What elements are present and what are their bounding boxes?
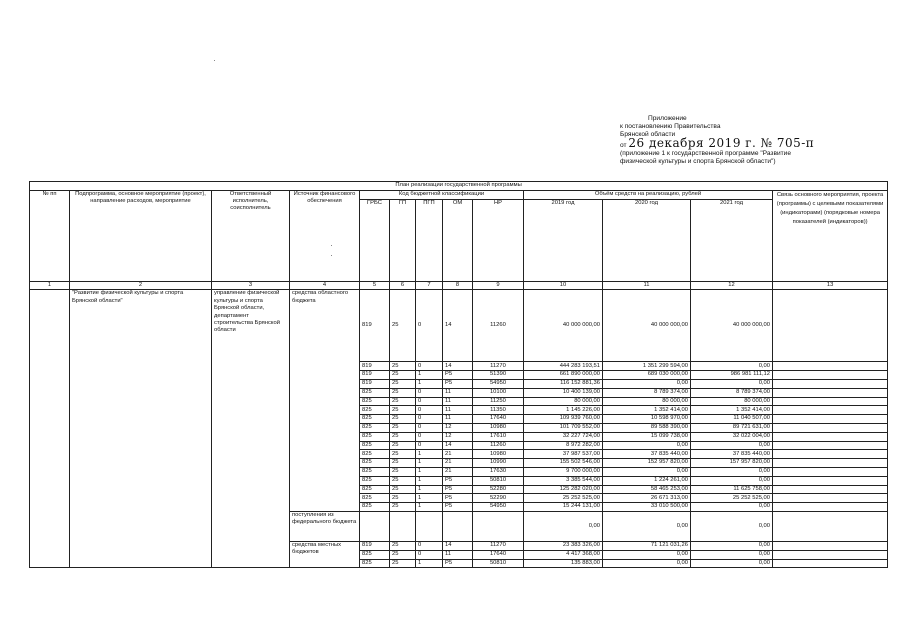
code-cell: P5 <box>443 503 473 512</box>
header-2021: 2021 год <box>691 199 773 281</box>
code-cell: 825 <box>360 494 390 503</box>
column-number: 9 <box>473 281 524 290</box>
link-cell <box>773 476 888 485</box>
code-cell: 825 <box>360 441 390 450</box>
code-cell: 11270 <box>473 541 524 550</box>
amount-cell: 10 400 139,00 <box>524 388 603 397</box>
code-cell: 54950 <box>473 379 524 388</box>
amount-cell: 89 721 631,00 <box>691 423 773 432</box>
amount-cell: 0,00 <box>691 559 773 568</box>
code-cell: 0 <box>416 550 443 559</box>
amount-cell: 0,00 <box>524 511 603 541</box>
code-cell <box>390 511 416 541</box>
link-cell <box>773 459 888 468</box>
amount-cell: 0,00 <box>691 541 773 550</box>
column-number: 7 <box>416 281 443 290</box>
code-cell: 12 <box>443 432 473 441</box>
column-number: 11 <box>603 281 691 290</box>
amount-cell: 152 957 820,00 <box>603 459 691 468</box>
code-cell: P5 <box>443 379 473 388</box>
code-cell <box>416 511 443 541</box>
appendix-title: Приложение <box>648 115 687 122</box>
link-cell <box>773 290 888 362</box>
code-cell: 25 <box>390 494 416 503</box>
amount-cell: 11 040 507,00 <box>691 415 773 424</box>
program-plan-table <box>29 181 888 568</box>
code-cell: 17640 <box>473 415 524 424</box>
amount-cell: 8 789 374,00 <box>691 388 773 397</box>
amount-cell: 1 224 261,00 <box>603 476 691 485</box>
code-cell: 819 <box>360 541 390 550</box>
amount-cell: 25 252 525,00 <box>524 494 603 503</box>
code-cell: 54950 <box>473 503 524 512</box>
code-cell: 25 <box>390 415 416 424</box>
code-cell: P5 <box>443 371 473 380</box>
code-cell: 25 <box>390 388 416 397</box>
amount-cell: 37 987 537,00 <box>524 450 603 459</box>
header-pgp: ПГП <box>416 199 443 281</box>
amount-cell: 0,00 <box>603 379 691 388</box>
code-cell: 0 <box>416 388 443 397</box>
code-cell: P5 <box>443 559 473 568</box>
amount-cell: 0,00 <box>691 511 773 541</box>
column-number: 4 <box>290 281 360 290</box>
header-volume: Объём средств на реализацию, рублей <box>524 190 773 199</box>
amount-cell: 10 598 970,00 <box>603 415 691 424</box>
code-cell: 819 <box>360 290 390 362</box>
amount-cell: 125 282 020,00 <box>524 485 603 494</box>
code-cell: 25 <box>390 503 416 512</box>
code-cell: 11 <box>443 406 473 415</box>
amount-cell: 135 883,00 <box>524 559 603 568</box>
code-cell: 11250 <box>473 397 524 406</box>
link-cell <box>773 511 888 541</box>
link-cell <box>773 406 888 415</box>
column-number-row <box>30 281 888 290</box>
code-cell: 1 <box>416 503 443 512</box>
link-cell <box>773 550 888 559</box>
amount-cell: 40 000 000,00 <box>603 290 691 362</box>
executor-name: управление физической культуры и спорта Брянской области, департамент строительства Брянской области <box>212 290 290 568</box>
source-local: средства местных бюджетов <box>290 541 360 567</box>
column-number: 12 <box>691 281 773 290</box>
amount-cell: 9 700 000,00 <box>524 467 603 476</box>
link-cell <box>773 362 888 371</box>
code-cell: 52290 <box>473 494 524 503</box>
code-cell: 11 <box>443 550 473 559</box>
code-cell: 825 <box>360 432 390 441</box>
code-cell: 25 <box>390 467 416 476</box>
amount-cell: 58 465 253,00 <box>603 485 691 494</box>
amount-cell: 1 352 414,00 <box>603 406 691 415</box>
amount-cell: 0,00 <box>603 559 691 568</box>
header-2019: 2019 год <box>524 199 603 281</box>
code-cell: 825 <box>360 550 390 559</box>
code-cell: 1 <box>416 494 443 503</box>
code-cell: 14 <box>443 290 473 362</box>
amount-cell: 37 835 440,00 <box>603 450 691 459</box>
code-cell: 11350 <box>473 406 524 415</box>
code-cell: 825 <box>360 450 390 459</box>
amount-cell: 0,00 <box>691 467 773 476</box>
amount-cell: 40 000 000,00 <box>524 290 603 362</box>
amount-cell: 8 972 282,00 <box>524 441 603 450</box>
appendix-decree-line: к постановлению Правительства <box>620 123 721 130</box>
amount-cell: 8 789 374,00 <box>603 388 691 397</box>
amount-cell: 986 981 111,12 <box>691 371 773 380</box>
code-cell: 25 <box>390 432 416 441</box>
amount-cell: 25 252 525,00 <box>691 494 773 503</box>
code-cell: 0 <box>416 432 443 441</box>
code-cell: 1 <box>416 379 443 388</box>
header-2020: 2020 год <box>603 199 691 281</box>
amount-cell: 23 383 326,00 <box>524 541 603 550</box>
amount-cell: 0,00 <box>603 511 691 541</box>
amount-cell: 157 957 820,00 <box>691 459 773 468</box>
amount-cell: 0,00 <box>603 467 691 476</box>
code-cell: 0 <box>416 406 443 415</box>
row-number <box>30 290 70 568</box>
amount-cell: 0,00 <box>691 476 773 485</box>
header-row <box>30 190 888 199</box>
code-cell: 819 <box>360 371 390 380</box>
amount-cell: 71 121 031,26 <box>603 541 691 550</box>
code-cell <box>360 511 390 541</box>
column-number: 1 <box>30 281 70 290</box>
amount-cell: 0,00 <box>691 441 773 450</box>
header-grbs: ГРБС <box>360 199 390 281</box>
code-cell: 1 <box>416 450 443 459</box>
amount-cell: 116 152 881,36 <box>524 379 603 388</box>
code-cell: 14 <box>443 541 473 550</box>
source-regional: средства областного бюджета <box>290 290 360 512</box>
code-cell: 0 <box>416 415 443 424</box>
code-cell: 25 <box>390 406 416 415</box>
code-cell: 25 <box>390 290 416 362</box>
link-cell <box>773 432 888 441</box>
amount-cell: 40 000 000,00 <box>691 290 773 362</box>
amount-cell: 3 385 544,00 <box>524 476 603 485</box>
amount-cell: 26 671 313,00 <box>603 494 691 503</box>
code-cell: 10980 <box>473 450 524 459</box>
code-cell: 11260 <box>473 290 524 362</box>
code-cell: 825 <box>360 423 390 432</box>
code-cell: 25 <box>390 441 416 450</box>
source-federal: поступления из федерального бюджета <box>290 511 360 541</box>
code-cell: 51390 <box>473 371 524 380</box>
link-cell <box>773 541 888 550</box>
code-cell: 1 <box>416 476 443 485</box>
code-cell: 21 <box>443 459 473 468</box>
code-cell: 17630 <box>473 467 524 476</box>
code-cell: 825 <box>360 406 390 415</box>
code-cell: 50810 <box>473 476 524 485</box>
table-title: План реализации государственной программы <box>30 182 888 191</box>
amount-cell: 1 145 226,00 <box>524 406 603 415</box>
header-no: № пп <box>30 190 70 281</box>
amount-cell: 15 099 738,00 <box>603 432 691 441</box>
date-prefix: от <box>620 142 627 149</box>
amount-cell: 0,00 <box>691 362 773 371</box>
link-cell <box>773 494 888 503</box>
code-cell: 11260 <box>473 441 524 450</box>
code-cell: 25 <box>390 485 416 494</box>
header-source: Источник финансового обеспечения <box>290 190 360 281</box>
amount-cell: 80 000,00 <box>603 397 691 406</box>
code-cell: 52280 <box>473 485 524 494</box>
header-nr: НР <box>473 199 524 281</box>
code-cell: 1 <box>416 467 443 476</box>
program-name: "Развитие физической культуры и спорта Брянской области" <box>70 290 212 568</box>
code-cell: 825 <box>360 459 390 468</box>
code-cell: 25 <box>390 397 416 406</box>
code-cell: 25 <box>390 459 416 468</box>
link-cell <box>773 379 888 388</box>
code-cell: 25 <box>390 450 416 459</box>
code-cell: 17610 <box>473 432 524 441</box>
code-cell: P5 <box>443 476 473 485</box>
code-cell: 1 <box>416 485 443 494</box>
code-cell: 21 <box>443 467 473 476</box>
code-cell: 825 <box>360 503 390 512</box>
amount-cell: 155 502 546,00 <box>524 459 603 468</box>
amount-cell: 0,00 <box>691 503 773 512</box>
column-number: 3 <box>212 281 290 290</box>
code-cell: 25 <box>390 476 416 485</box>
code-cell: 50810 <box>473 559 524 568</box>
code-cell: 825 <box>360 388 390 397</box>
column-number: 10 <box>524 281 603 290</box>
amount-cell: 33 010 500,00 <box>603 503 691 512</box>
amount-cell: 689 030 000,00 <box>603 371 691 380</box>
code-cell: 14 <box>443 441 473 450</box>
column-number: 13 <box>773 281 888 290</box>
amount-cell: 0,00 <box>691 379 773 388</box>
code-cell: 25 <box>390 541 416 550</box>
link-cell <box>773 441 888 450</box>
amount-cell: 0,00 <box>603 441 691 450</box>
header-om: ОМ <box>443 199 473 281</box>
code-cell: 11 <box>443 415 473 424</box>
code-cell <box>443 511 473 541</box>
amount-cell: 0,00 <box>603 550 691 559</box>
code-cell: 819 <box>360 362 390 371</box>
code-cell: 1 <box>416 371 443 380</box>
code-cell: 0 <box>416 397 443 406</box>
appendix-program-line-2: физической культуры и спорта Брянской области") <box>620 158 776 165</box>
amount-cell: 15 244 131,00 <box>524 503 603 512</box>
link-cell <box>773 559 888 568</box>
column-number: 2 <box>70 281 212 290</box>
amount-cell: 32 227 724,00 <box>524 432 603 441</box>
link-cell <box>773 397 888 406</box>
code-cell: 825 <box>360 397 390 406</box>
column-number: 5 <box>360 281 390 290</box>
code-cell: 25 <box>390 423 416 432</box>
amount-cell: 80 000,00 <box>524 397 603 406</box>
table-row <box>30 290 888 362</box>
code-cell: 11 <box>443 388 473 397</box>
code-cell: 825 <box>360 415 390 424</box>
code-cell: 10100 <box>473 388 524 397</box>
amount-cell: 0,00 <box>691 550 773 559</box>
code-cell: 11 <box>443 397 473 406</box>
code-cell <box>473 511 524 541</box>
code-cell: 0 <box>416 541 443 550</box>
amount-cell: 1 352 414,00 <box>691 406 773 415</box>
link-cell <box>773 423 888 432</box>
code-cell: 0 <box>416 423 443 432</box>
code-cell: 825 <box>360 476 390 485</box>
appendix-header <box>620 115 814 166</box>
code-cell: 10980 <box>473 423 524 432</box>
amount-cell: 1 351 299 594,00 <box>603 362 691 371</box>
header-budget-code: Код бюджетной классификации <box>360 190 524 199</box>
link-cell <box>773 503 888 512</box>
column-number: 8 <box>443 281 473 290</box>
amount-cell: 11 625 758,00 <box>691 485 773 494</box>
amount-cell: 37 835 440,00 <box>691 450 773 459</box>
handwritten-date: 26 декабря 2019 г. № 705-п <box>628 136 815 150</box>
code-cell: 0 <box>416 362 443 371</box>
link-cell <box>773 450 888 459</box>
header-executor: Ответственный исполнитель, соисполнитель <box>212 190 290 281</box>
code-cell: P5 <box>443 485 473 494</box>
header-gp: ГП <box>390 199 416 281</box>
code-cell: 25 <box>390 559 416 568</box>
code-cell: 11270 <box>473 362 524 371</box>
appendix-region-line: Брянской области <box>620 131 676 138</box>
amount-cell: 444 283 193,51 <box>524 362 603 371</box>
link-cell <box>773 467 888 476</box>
code-cell: 25 <box>390 379 416 388</box>
code-cell: 10990 <box>473 459 524 468</box>
code-cell: 825 <box>360 559 390 568</box>
amount-cell: 32 022 004,00 <box>691 432 773 441</box>
link-cell <box>773 371 888 380</box>
link-cell <box>773 388 888 397</box>
link-cell <box>773 485 888 494</box>
code-cell: 0 <box>416 441 443 450</box>
code-cell: 1 <box>416 459 443 468</box>
header-subprogram: Подпрограмма, основное мероприятие (проект), направление расходов, мероприятие <box>70 190 212 281</box>
code-cell: P5 <box>443 494 473 503</box>
header-link: Связь основного мероприятия, проекта (программы) с целевыми показателями (индикаторами) (порядковые номера показателей (индикаторов)) <box>773 190 888 281</box>
table-title-row <box>30 182 888 191</box>
code-cell: 12 <box>443 423 473 432</box>
code-cell: 25 <box>390 550 416 559</box>
link-cell <box>773 415 888 424</box>
amount-cell: 661 890 000,00 <box>524 371 603 380</box>
appendix-date-line <box>620 136 815 150</box>
code-cell: 25 <box>390 362 416 371</box>
appendix-program-line-1: (приложение 1 к государственной программе "Развитие <box>620 150 792 157</box>
code-cell: 0 <box>416 290 443 362</box>
code-cell: 21 <box>443 450 473 459</box>
amount-cell: 4 417 368,00 <box>524 550 603 559</box>
code-cell: 825 <box>360 485 390 494</box>
amount-cell: 89 588 390,00 <box>603 423 691 432</box>
code-cell: 25 <box>390 371 416 380</box>
code-cell: 1 <box>416 559 443 568</box>
amount-cell: 109 939 760,00 <box>524 415 603 424</box>
code-cell: 825 <box>360 467 390 476</box>
column-number: 6 <box>390 281 416 290</box>
amount-cell: 80 000,00 <box>691 397 773 406</box>
code-cell: 819 <box>360 379 390 388</box>
code-cell: 17640 <box>473 550 524 559</box>
code-cell: 14 <box>443 362 473 371</box>
amount-cell: 101 709 552,00 <box>524 423 603 432</box>
